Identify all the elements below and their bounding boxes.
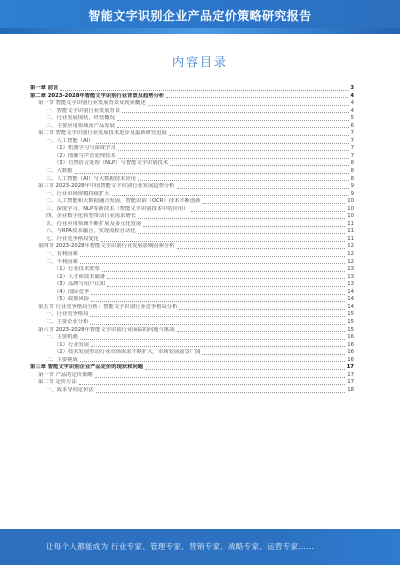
toc-leader-dots [118,150,349,151]
toc-entry-page: 17 [347,379,354,386]
toc-leader-dots [79,384,345,385]
toc-leader-dots [138,180,349,181]
toc-entry-label: 第三节 2023-2028年中国智能文字识别行业发展趋势分析 [38,183,175,190]
toc-entry-label: 二、主要企业分析 [46,318,89,325]
toc-entry-page: 13 [347,266,354,273]
toc-entry-label: 二、行业发展现状、经营概况 [46,115,115,122]
toc-entry-page: 11 [347,220,354,227]
toc-leader-dots [122,112,348,113]
toc-entry-label: 第一章 前言 [30,85,59,91]
toc-entry[interactable] [30,206,354,214]
toc-entry[interactable] [30,319,354,327]
toc-entry-page: 7 [350,130,354,137]
toc-entry[interactable] [30,236,354,244]
toc-entry[interactable] [30,228,354,236]
toc-leader-dots [143,226,345,227]
toc-entry[interactable] [30,243,354,251]
toc-entry-page: 9 [350,183,354,190]
report-title: 智能文字识别企业产品定价策略研究报告 [88,9,312,23]
toc-entry-label: （3）自然语言处理（NLP）与智能文字识别技术 [54,160,169,167]
toc-entry-label: 一、行业竞争格局 [46,311,89,318]
toc-entry-label: 第二节 定价方法 [38,379,77,386]
toc-entry[interactable] [30,145,354,153]
header-banner [0,0,400,34]
toc-leader-dots [177,188,349,189]
toc-entry[interactable] [30,160,354,168]
toc-leader-dots [166,97,348,98]
toc-entry-page: 7 [350,145,354,152]
toc-entry-page: 12 [347,251,354,258]
toc-entry[interactable] [30,115,354,123]
toc-leader-dots [107,286,345,287]
toc-leader-dots [191,211,346,212]
toc-entry-label: 第二章 2023-2028年智能文字识别行业背景及趋势分析 [30,92,165,99]
toc-entry-page: 7 [350,152,354,159]
toc-entry-label: 三、人工智能（AI）与大数据技术应用 [46,175,136,182]
toc-leader-dots [202,354,345,355]
toc-leader-dots [179,309,345,310]
toc-entry-label: 二、不利因素 [46,258,78,265]
toc-entry-label: 第一节 产品的定价策略 [38,371,93,378]
toc-leader-dots [169,135,349,136]
toc-entry-label: 一、行业市场规模持续扩大 [46,190,110,197]
toc-entry[interactable] [30,123,354,131]
toc-entry[interactable] [30,281,354,289]
toc-entry[interactable] [30,379,354,387]
toc-entry-label: 第五节 行业竞争格局分析：智能文字识别行业竞争格局分析 [38,303,178,310]
toc-entry-page: 17 [346,364,354,371]
toc-entry-page: 12 [347,243,354,250]
toc-entry[interactable] [30,311,354,319]
toc-leader-dots [80,263,345,264]
toc-entry-page: 13 [347,281,354,288]
toc-leader-dots [117,120,349,121]
toc-leader-dots [145,369,345,370]
toc-entry-label: 二、主要挑战 [46,356,78,363]
toc-entry[interactable] [30,334,354,342]
toc-entry-page: 13 [347,273,354,280]
toc-entry-page: 10 [347,213,354,220]
toc-entry-label: （3）品牌与用户认知 [54,281,106,288]
toc-entry[interactable] [30,259,354,267]
toc-entry-label: （1）机器学习与深度学习 [54,145,116,152]
toc-entry[interactable] [30,93,354,101]
toc-entry-label: （5）政策风险 [54,296,90,303]
toc-entry-label: 二、人工智能和大数据融合发展，智能识别（OCR）技术不断创新 [46,198,201,205]
toc-entry-label: （4）国际竞争 [54,288,90,295]
toc-leader-dots [95,377,346,378]
toc-entry-label: 第二节 智能文字识别行业发展技术进步及最新研究进展 [38,130,167,137]
toc-entry-page: 18 [347,386,354,393]
toc-entry[interactable] [30,108,354,116]
toc-entry-page: 10 [347,205,354,212]
toc-entry-page: 16 [347,341,354,348]
toc-leader-dots [170,165,349,166]
toc-entry-page: 3 [350,85,354,91]
toc-leader-dots [96,143,349,144]
toc-entry[interactable] [30,130,354,138]
toc-entry[interactable] [30,168,354,176]
toc-entry-label: 一、成本导向定价法 [46,386,94,393]
toc-entry[interactable] [30,364,354,372]
table-of-contents [30,85,354,394]
toc-entry-page: 15 [347,318,354,325]
toc-leader-dots [138,233,346,234]
toc-leader-dots [107,278,345,279]
toc-entry[interactable] [30,213,354,221]
toc-entry-page: 15 [347,326,354,333]
toc-entry-label: 第一节 智能文字识别行业发展背景及现状概述 [38,100,146,107]
toc-leader-dots [90,316,345,317]
toc-entry-label: （2）人才和技术储备 [54,273,106,280]
toc-entry-page: 14 [347,288,354,295]
toc-entry-label: 一、人工智能（AI） [46,137,94,144]
toc-leader-dots [177,248,346,249]
toc-entry[interactable] [30,183,354,191]
toc-entry-page: 16 [347,349,354,356]
toc-entry[interactable] [30,349,354,357]
toc-entry[interactable] [30,327,354,335]
toc-leader-dots [96,392,346,393]
toc-entry-page: 4 [350,107,354,114]
toc-entry[interactable] [30,153,354,161]
toc-entry-page: 16 [347,334,354,341]
toc-leader-dots [80,361,345,362]
toc-entry[interactable] [30,274,354,282]
toc-entry[interactable] [30,176,354,184]
toc-entry[interactable] [30,251,354,259]
toc-entry-page: 17 [347,371,354,378]
toc-entry-label: 三、主要应用领域及产品发展 [46,122,115,129]
toc-entry-page: 7 [350,137,354,144]
toc-entry-page: 10 [347,198,354,205]
toc-leader-dots [177,331,346,332]
toc-entry-page: 8 [350,168,354,175]
toc-entry[interactable] [30,387,354,395]
toc-entry-label: （1）行业发展 [54,341,90,348]
toc-entry[interactable] [30,266,354,274]
toc-leader-dots [118,158,349,159]
toc-entry-label: 七、行业竞争格局变化 [46,235,99,242]
footer-banner [0,529,400,565]
toc-entry-page: 8 [350,175,354,182]
toc-leader-dots [60,90,348,91]
toc-entry-label: （1）行业技术壁垒 [54,266,100,273]
toc-entry-label: 一、有利因素 [46,251,78,258]
toc-leader-dots [91,301,345,302]
toc-entry[interactable] [30,198,354,206]
toc-leader-dots [101,241,345,242]
toc-entry[interactable] [30,100,354,108]
toc-entry-label: 第三章 智能文字识别企业产品定价的现状和问题 [30,364,144,371]
toc-entry-label: 二、大数据 [46,168,73,175]
toc-entry-page: 14 [347,303,354,310]
toc-leader-dots [91,294,345,295]
toc-leader-dots [102,271,346,272]
toc-entry-label: 六、与RPA技术融合，实现流程自动化 [46,228,136,235]
toc-entry[interactable] [30,85,354,93]
toc-entry-page: 5 [350,115,354,122]
toc-entry[interactable] [30,289,354,297]
toc-entry-page: 16 [347,356,354,363]
toc-entry-label: 第四节 2023-2028年智能文字识别行业发展影响因素分析 [38,243,175,250]
toc-entry-label: 一、智能文字识别行业发展背景 [46,107,121,114]
toc-entry-page: 8 [350,160,354,167]
toc-entry[interactable] [30,191,354,199]
toc-entry-page: 4 [350,100,354,107]
header-decoration [0,28,400,34]
toc-entry-page: 9 [350,190,354,197]
toc-leader-dots [75,173,349,174]
toc-entry-page: 11 [347,235,354,242]
toc-leader-dots [148,105,349,106]
toc-entry-label: 五、行业应用领域不断扩展及多元化发展 [46,220,142,227]
toc-leader-dots [80,339,345,340]
toc-entry-label: （2）技术发展带动行业市场需求不断扩大，市场发展前景广阔 [54,349,201,356]
toc-leader-dots [80,256,345,257]
toc-entry[interactable] [30,138,354,146]
toc-entry[interactable] [30,296,354,304]
toc-leader-dots [90,324,345,325]
toc-leader-dots [203,203,346,204]
toc-entry[interactable] [30,357,354,365]
toc-entry-page: 6 [350,122,354,129]
toc-entry-label: 第六节 2023-2028年智能文字识别行业面临的问题与挑战 [38,326,175,333]
toc-leader-dots [112,195,349,196]
toc-entry-label: 四、企业数字化转型带动行业需求增长 [46,213,137,220]
toc-entry-page: 15 [347,311,354,318]
toc-entry-page: 14 [347,296,354,303]
toc-entry-page: 11 [347,228,354,235]
toc-entry-page: 12 [347,258,354,265]
toc-entry[interactable] [30,221,354,229]
toc-heading: 内容目录 [171,55,228,69]
toc-entry[interactable] [30,372,354,380]
toc-leader-dots [91,346,345,347]
toc-entry[interactable] [30,304,354,312]
toc-entry[interactable] [30,342,354,350]
toc-leader-dots [138,218,345,219]
toc-leader-dots [117,127,349,128]
footer-slogan: 让每个人都能成为 行业专家、管理专家、营销专家、战略专家、运营专家…… [46,542,314,551]
toc-entry-page: 4 [350,92,354,99]
toc-entry-label: 一、主要机遇 [46,334,78,341]
toc-entry-label: （2）图像与声音处理技术 [54,152,116,159]
toc-entry-label: 三、深度学习、NLP等新技术（智能文字识别技术中的应用） [46,205,189,212]
